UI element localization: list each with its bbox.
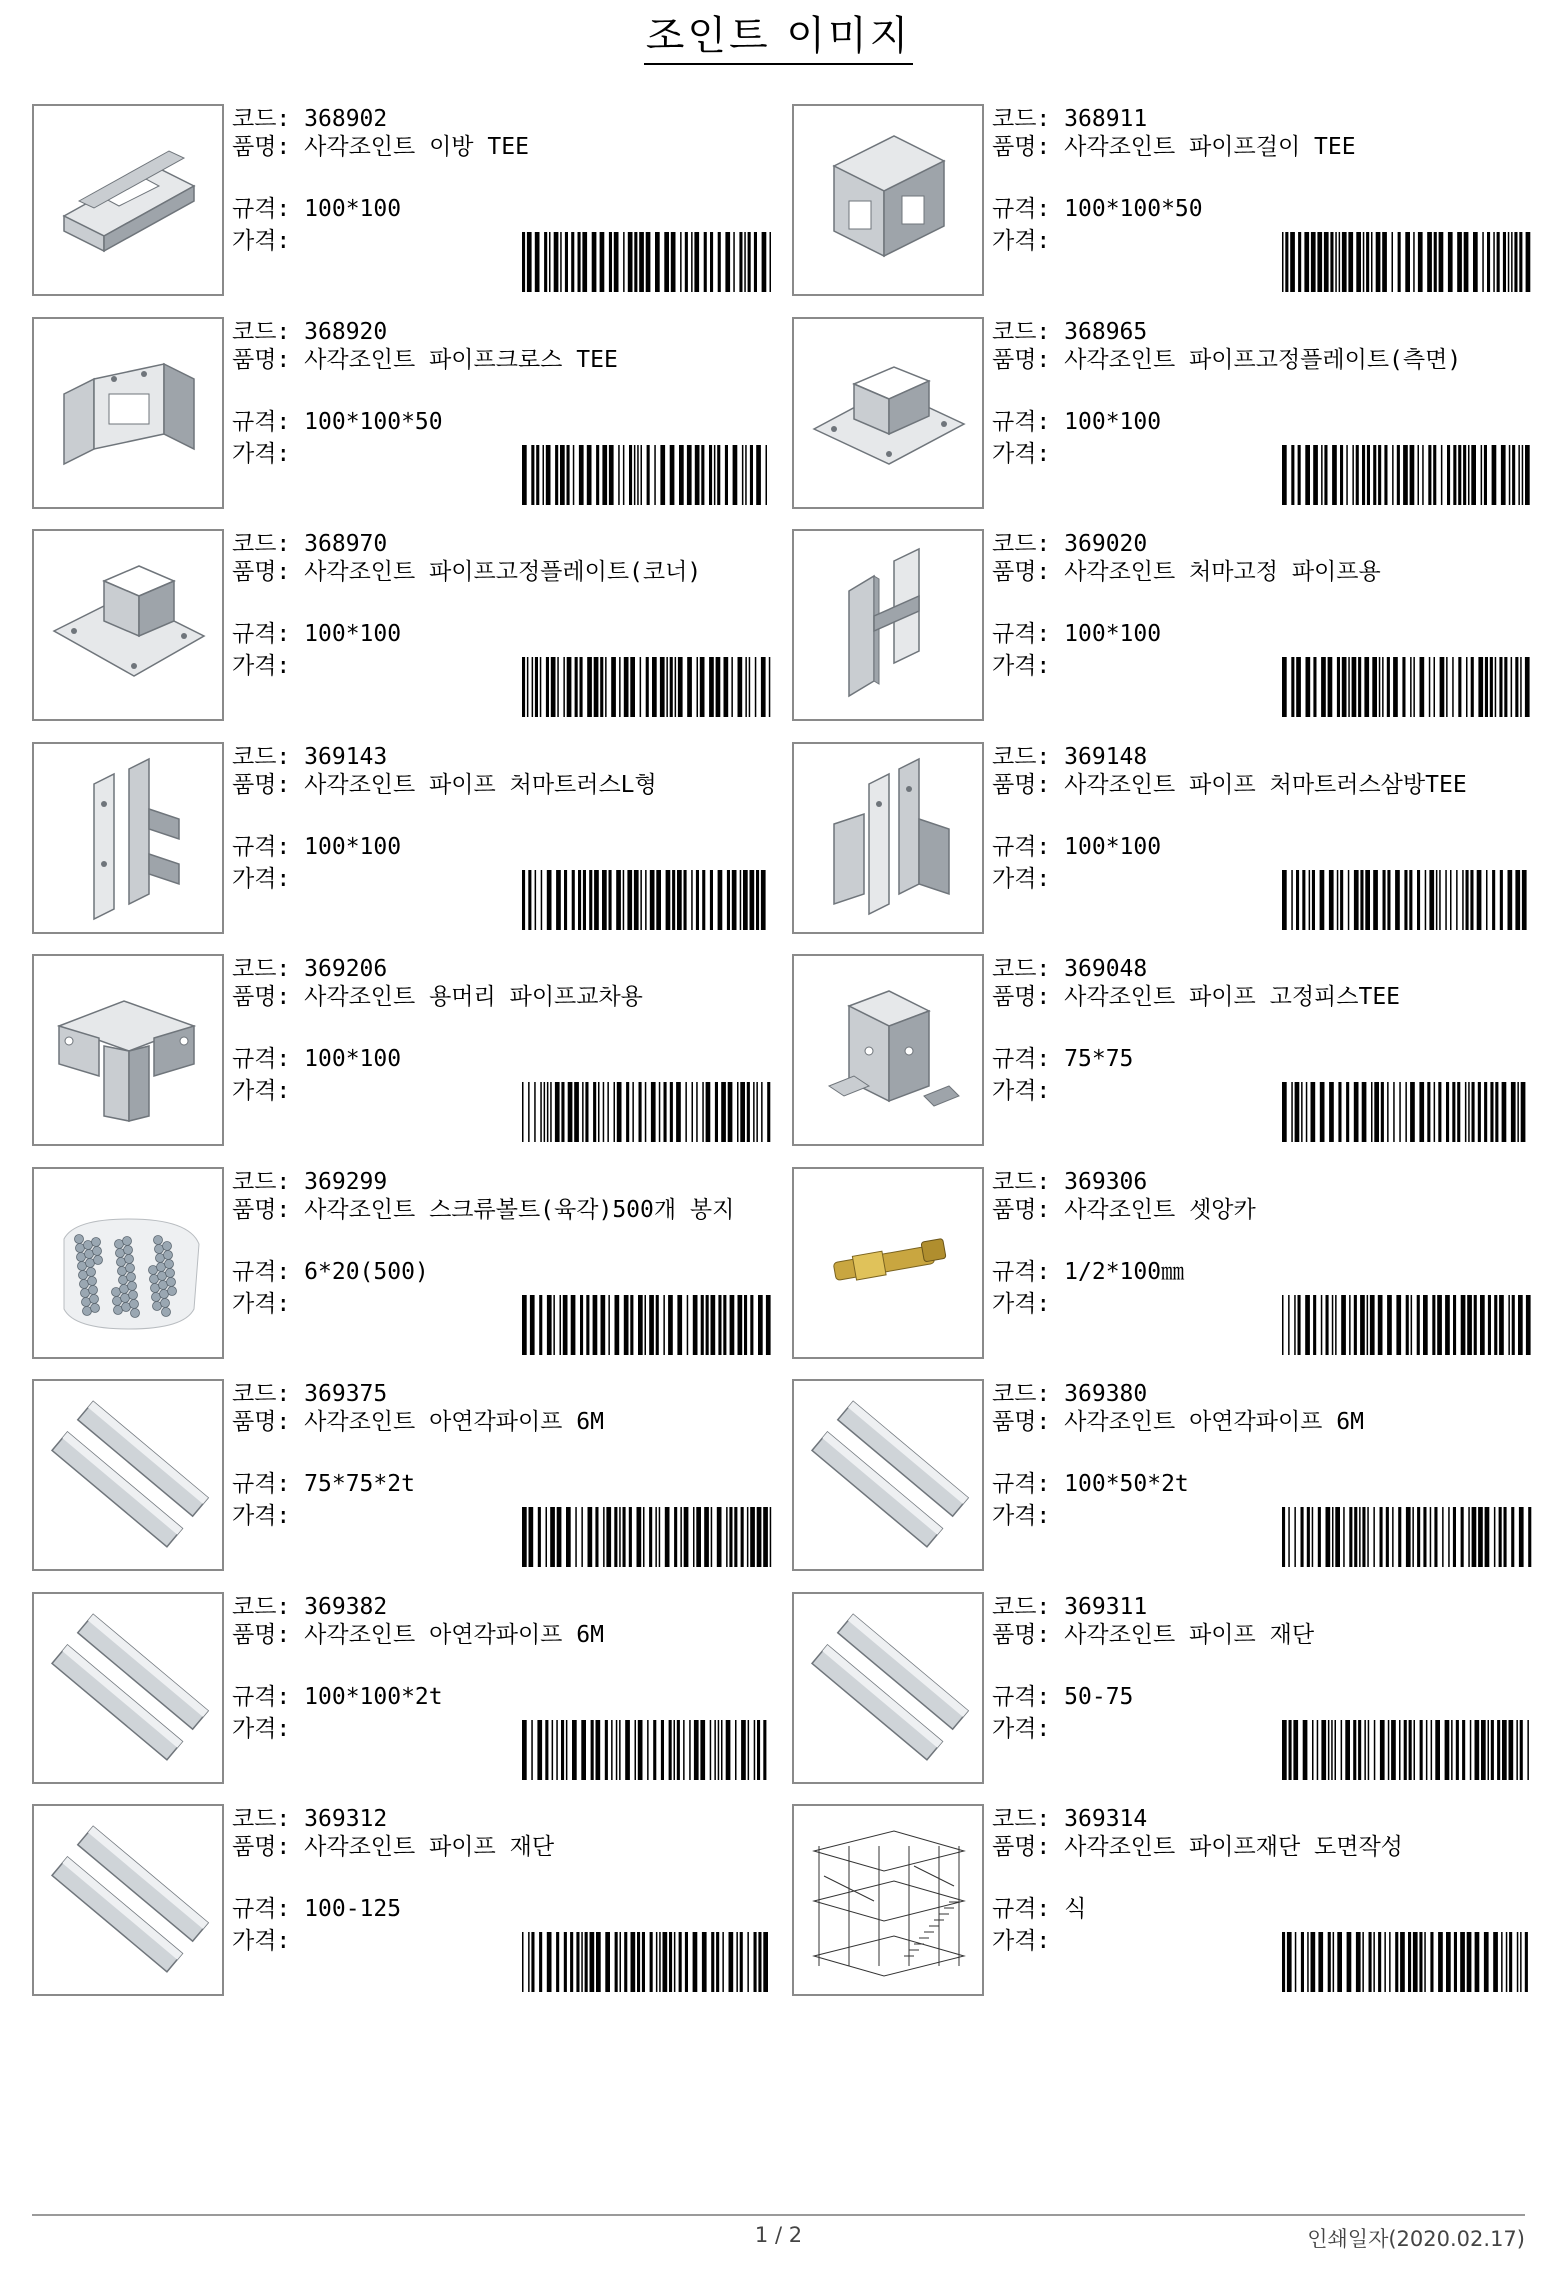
code-label: 코드: <box>992 956 1051 982</box>
code-value: 369311 <box>1064 1593 1148 1620</box>
name-label: 품명: <box>232 1834 291 1860</box>
product-name <box>992 1197 1532 1223</box>
product-image <box>32 954 224 1146</box>
name-label: 품명: <box>992 1409 1051 1435</box>
code-label: 코드: <box>992 1806 1051 1832</box>
product-name <box>992 134 1532 160</box>
product-spec <box>992 1894 1086 1924</box>
product-spec <box>232 1257 429 1287</box>
product-name <box>232 772 772 798</box>
product-code <box>992 529 1147 559</box>
square-pipe-icon <box>794 1594 982 1782</box>
name-label: 품명: <box>232 984 291 1010</box>
code-label: 코드: <box>992 1168 1051 1195</box>
product-code <box>232 742 387 772</box>
name-label: 품명: <box>232 1621 291 1648</box>
barcode <box>1282 445 1532 505</box>
name-value: 사각조인트 아연각파이프 6M <box>1064 1409 1364 1435</box>
code-label: 코드: <box>992 106 1051 132</box>
product-info <box>992 742 1532 934</box>
joint-two-way-tee-icon <box>34 106 222 294</box>
name-label: 품명: <box>992 1196 1051 1223</box>
code-value: 369048 <box>1064 956 1148 982</box>
product-code <box>992 1167 1147 1197</box>
price-label: 가격: <box>232 1928 291 1954</box>
square-pipe-icon <box>34 1806 222 1994</box>
name-value: 사각조인트 파이프고정플레이트(코너) <box>304 559 702 585</box>
product-image <box>792 104 984 296</box>
product-info <box>992 954 1532 1146</box>
square-pipe-icon <box>794 1381 982 1569</box>
spec-label: 규격: <box>232 1683 291 1710</box>
spec-value: 100*100 <box>304 196 402 222</box>
product-card-369311 <box>792 1592 1532 1784</box>
name-value: 사각조인트 용머리 파이프교차용 <box>304 984 643 1010</box>
name-label: 품명: <box>992 134 1051 160</box>
price-label: 가격: <box>232 440 291 467</box>
spec-label: 규격: <box>232 621 291 647</box>
code-label: 코드: <box>232 318 291 345</box>
name-label: 품명: <box>232 1196 291 1223</box>
product-info <box>232 529 772 721</box>
name-value: 사각조인트 파이프 처마트러스삼방TEE <box>1064 771 1467 798</box>
spec-value: 100*100*50 <box>1064 196 1203 222</box>
product-info <box>992 1804 1532 1996</box>
product-name <box>232 1622 772 1648</box>
barcode <box>522 1720 772 1780</box>
product-info <box>992 1379 1532 1571</box>
product-image <box>792 529 984 721</box>
joint-eave-truss-three-way-icon <box>794 744 982 932</box>
name-value: 사각조인트 처마고정 파이프용 <box>1064 559 1381 585</box>
price-label: 가격: <box>992 1503 1051 1529</box>
spec-label: 규격: <box>992 621 1051 647</box>
page-number: 1 / 2 <box>754 2223 803 2247</box>
name-label: 품명: <box>232 771 291 798</box>
product-spec <box>232 619 401 649</box>
product-spec <box>232 194 401 224</box>
product-price <box>232 864 290 894</box>
product-name <box>992 559 1532 585</box>
product-card-369306 <box>792 1167 1532 1359</box>
name-label: 품명: <box>232 1409 291 1435</box>
code-label: 코드: <box>232 531 291 557</box>
code-label: 코드: <box>232 106 291 132</box>
code-value: 369314 <box>1064 1806 1148 1832</box>
name-value: 사각조인트 아연각파이프 6M <box>304 1409 604 1435</box>
price-label: 가격: <box>992 1928 1051 1954</box>
spec-value: 100*100 <box>1064 621 1162 647</box>
product-spec <box>232 1469 415 1499</box>
product-card-369382 <box>32 1592 772 1784</box>
barcode <box>522 1507 772 1567</box>
product-card-369048 <box>792 954 1532 1146</box>
product-code <box>992 1592 1147 1622</box>
product-price <box>992 864 1050 894</box>
name-value: 사각조인트 파이프 재단 <box>1064 1621 1315 1648</box>
product-code <box>992 1379 1147 1409</box>
product-card-369148 <box>792 742 1532 934</box>
code-value: 368902 <box>304 106 388 132</box>
code-value: 369306 <box>1064 1168 1148 1195</box>
product-info <box>992 1592 1532 1784</box>
name-label: 품명: <box>992 1621 1051 1648</box>
code-label: 코드: <box>232 1168 291 1195</box>
price-label: 가격: <box>992 653 1051 679</box>
spec-label: 규격: <box>992 833 1051 860</box>
product-name <box>992 347 1532 373</box>
code-label: 코드: <box>992 743 1051 770</box>
product-info <box>232 1379 772 1571</box>
barcode <box>1282 232 1532 292</box>
product-info <box>232 1804 772 1996</box>
price-label: 가격: <box>992 440 1051 467</box>
product-image <box>792 1379 984 1571</box>
product-code <box>992 954 1147 984</box>
spec-label: 규격: <box>992 408 1051 435</box>
product-info <box>992 317 1532 509</box>
name-value: 사각조인트 파이프 처마트러스L형 <box>304 771 657 798</box>
spec-label: 규격: <box>992 1683 1051 1710</box>
product-card-369299 <box>32 1167 772 1359</box>
code-label: 코드: <box>992 531 1051 557</box>
joint-eave-bracket-icon <box>794 531 982 719</box>
barcode <box>522 870 772 930</box>
barcode <box>1282 657 1532 717</box>
barcode <box>1282 1720 1532 1780</box>
spec-value: 100*100 <box>304 1046 402 1072</box>
name-label: 품명: <box>992 1834 1051 1860</box>
product-price <box>992 1501 1050 1531</box>
product-info <box>232 1167 772 1359</box>
product-info <box>232 1592 772 1784</box>
product-price <box>232 1289 290 1319</box>
code-label: 코드: <box>232 1593 291 1620</box>
product-price <box>232 226 290 256</box>
product-code <box>232 1804 387 1834</box>
spec-value: 75*75 <box>1064 1046 1134 1072</box>
name-label: 품명: <box>992 771 1051 798</box>
price-label: 가격: <box>232 1715 291 1742</box>
spec-value: 100*100 <box>304 833 402 860</box>
name-label: 품명: <box>232 346 291 373</box>
spec-value: 75*75*2t <box>304 1471 415 1497</box>
price-label: 가격: <box>232 653 291 679</box>
product-image <box>32 1167 224 1359</box>
product-image <box>792 1804 984 1996</box>
product-info <box>232 742 772 934</box>
name-label: 품명: <box>232 134 291 160</box>
product-spec <box>992 194 1203 224</box>
price-label: 가격: <box>232 1503 291 1529</box>
barcode <box>522 445 772 505</box>
spec-value: 1/2*100㎜ <box>1064 1258 1185 1285</box>
barcode <box>522 657 772 717</box>
name-label: 품명: <box>992 984 1051 1010</box>
name-value: 사각조인트 셋앙카 <box>1064 1196 1256 1223</box>
spec-value: 100*100*2t <box>304 1683 443 1710</box>
page-title: 조인트 이미지 <box>0 16 1557 56</box>
product-code <box>232 954 387 984</box>
name-value: 사각조인트 파이프고정플레이트(측면) <box>1064 346 1462 373</box>
product-card-368965 <box>792 317 1532 509</box>
barcode <box>1282 1507 1532 1567</box>
product-image <box>792 317 984 509</box>
product-spec <box>232 1682 443 1712</box>
product-price <box>992 1714 1050 1744</box>
product-image <box>792 742 984 934</box>
spec-label: 규격: <box>232 1258 291 1285</box>
joint-eave-truss-l-icon <box>34 744 222 932</box>
square-pipe-icon <box>34 1381 222 1569</box>
product-image <box>32 529 224 721</box>
product-spec <box>992 1044 1133 1074</box>
code-value: 369375 <box>304 1381 388 1407</box>
product-price <box>232 1501 290 1531</box>
price-label: 가격: <box>232 1078 291 1104</box>
product-name <box>232 1409 772 1435</box>
anchor-bolt-icon <box>794 1169 982 1357</box>
code-value: 368965 <box>1064 318 1148 345</box>
spec-label: 규격: <box>992 1258 1051 1285</box>
product-image <box>32 1379 224 1571</box>
product-info <box>992 104 1532 296</box>
spec-value: 100*100 <box>1064 408 1162 435</box>
product-card-369314 <box>792 1804 1532 1996</box>
price-label: 가격: <box>992 1715 1051 1742</box>
code-label: 코드: <box>992 1381 1051 1407</box>
product-card-369206 <box>32 954 772 1146</box>
product-price <box>992 439 1050 469</box>
product-price <box>232 439 290 469</box>
product-info <box>232 317 772 509</box>
print-date: 인쇄일자(2020.02.17) <box>1307 2227 1525 2251</box>
product-code <box>232 1379 387 1409</box>
joint-pipe-hanger-tee-icon <box>794 106 982 294</box>
spec-label: 규격: <box>992 1046 1051 1072</box>
product-code <box>232 1592 387 1622</box>
spec-value: 6*20(500) <box>304 1258 429 1285</box>
barcode <box>1282 1295 1532 1355</box>
product-info <box>232 954 772 1146</box>
spec-label: 규격: <box>232 408 291 435</box>
product-image <box>32 1804 224 1996</box>
joint-base-plate-side-icon <box>794 319 982 507</box>
code-value: 368911 <box>1064 106 1148 132</box>
product-name <box>232 1197 772 1223</box>
code-value: 369143 <box>304 743 388 770</box>
spec-label: 규격: <box>992 1471 1051 1497</box>
code-label: 코드: <box>992 318 1051 345</box>
screw-bolt-bag-icon <box>34 1169 222 1357</box>
product-info <box>992 1167 1532 1359</box>
product-code <box>232 317 387 347</box>
price-label: 가격: <box>992 1078 1051 1104</box>
product-name <box>232 984 772 1010</box>
code-value: 369299 <box>304 1168 388 1195</box>
name-value: 사각조인트 파이프 재단 <box>304 1834 555 1860</box>
square-pipe-icon <box>34 1594 222 1782</box>
joint-fixing-piece-tee-icon <box>794 956 982 1144</box>
product-card-369375 <box>32 1379 772 1571</box>
spec-label: 규격: <box>232 833 291 860</box>
structure-drawing-icon <box>794 1806 982 1994</box>
barcode <box>1282 870 1532 930</box>
product-card-369143 <box>32 742 772 934</box>
product-spec <box>232 832 401 862</box>
price-label: 가격: <box>992 865 1051 892</box>
barcode <box>522 1082 772 1142</box>
product-name <box>992 772 1532 798</box>
spec-value: 100*50*2t <box>1064 1471 1189 1497</box>
product-card-368970 <box>32 529 772 721</box>
price-label: 가격: <box>232 865 291 892</box>
product-code <box>992 742 1147 772</box>
spec-label: 규격: <box>232 196 291 222</box>
name-value: 사각조인트 파이프크로스 TEE <box>304 346 618 373</box>
spec-label: 규격: <box>232 1046 291 1072</box>
product-spec <box>992 1257 1184 1287</box>
product-image <box>32 742 224 934</box>
spec-label: 규격: <box>232 1896 291 1922</box>
name-value: 사각조인트 스크류볼트(육각)500개 봉지 <box>304 1196 735 1223</box>
product-code <box>232 1167 387 1197</box>
spec-value: 100*100*50 <box>304 408 443 435</box>
product-name <box>232 559 772 585</box>
name-value: 사각조인트 파이프재단 도면작성 <box>1064 1834 1403 1860</box>
footer-divider <box>32 2214 1525 2216</box>
joint-ridge-cross-icon <box>34 956 222 1144</box>
product-name <box>232 134 772 160</box>
product-card-369380 <box>792 1379 1532 1571</box>
code-value: 369206 <box>304 956 388 982</box>
product-name <box>232 1834 772 1860</box>
spec-value: 식 <box>1064 1896 1087 1922</box>
name-label: 품명: <box>992 346 1051 373</box>
product-spec <box>992 619 1161 649</box>
name-value: 사각조인트 파이프걸이 TEE <box>1064 134 1356 160</box>
product-image <box>32 317 224 509</box>
barcode <box>522 1295 772 1355</box>
product-code <box>992 317 1147 347</box>
product-price <box>992 1926 1050 1956</box>
code-label: 코드: <box>992 1593 1051 1620</box>
product-spec <box>232 1044 401 1074</box>
product-card-368920 <box>32 317 772 509</box>
product-image <box>792 1167 984 1359</box>
code-value: 368920 <box>304 318 388 345</box>
name-value: 사각조인트 아연각파이프 6M <box>304 1621 604 1648</box>
spec-value: 100*100 <box>304 621 402 647</box>
price-label: 가격: <box>232 1290 291 1317</box>
code-label: 코드: <box>232 1381 291 1407</box>
product-card-368902 <box>32 104 772 296</box>
product-name <box>992 1622 1532 1648</box>
code-label: 코드: <box>232 743 291 770</box>
product-name <box>992 1834 1532 1860</box>
name-value: 사각조인트 이방 TEE <box>304 134 529 160</box>
product-price <box>232 651 290 681</box>
code-value: 369380 <box>1064 1381 1148 1407</box>
product-code <box>992 1804 1147 1834</box>
code-value: 369312 <box>304 1806 388 1832</box>
code-value: 369020 <box>1064 531 1148 557</box>
product-card-368911 <box>792 104 1532 296</box>
product-image <box>32 104 224 296</box>
spec-value: 50-75 <box>1064 1683 1134 1710</box>
name-label: 품명: <box>232 559 291 585</box>
spec-label: 규격: <box>992 196 1051 222</box>
price-label: 가격: <box>992 228 1051 254</box>
product-spec <box>992 1469 1189 1499</box>
joint-base-plate-corner-icon <box>34 531 222 719</box>
product-price <box>232 1926 290 1956</box>
product-price <box>232 1076 290 1106</box>
product-info <box>232 104 772 296</box>
product-image <box>792 1592 984 1784</box>
product-price <box>992 1289 1050 1319</box>
name-label: 품명: <box>992 559 1051 585</box>
code-value: 368970 <box>304 531 388 557</box>
product-code <box>232 104 387 134</box>
joint-pipe-cross-tee-icon <box>34 319 222 507</box>
price-label: 가격: <box>992 1290 1051 1317</box>
product-spec <box>232 407 443 437</box>
barcode <box>1282 1932 1532 1992</box>
product-name <box>232 347 772 373</box>
barcode <box>522 1932 772 1992</box>
product-price <box>992 1076 1050 1106</box>
barcode <box>1282 1082 1532 1142</box>
product-code <box>992 104 1147 134</box>
code-label: 코드: <box>232 1806 291 1832</box>
product-price <box>232 1714 290 1744</box>
spec-label: 규격: <box>232 1471 291 1497</box>
product-code <box>232 529 387 559</box>
product-image <box>32 1592 224 1784</box>
product-info <box>992 529 1532 721</box>
product-price <box>992 226 1050 256</box>
spec-value: 100-125 <box>304 1896 402 1922</box>
name-value: 사각조인트 파이프 고정피스TEE <box>1064 984 1401 1010</box>
code-label: 코드: <box>232 956 291 982</box>
spec-value: 100*100 <box>1064 833 1162 860</box>
code-value: 369148 <box>1064 743 1148 770</box>
product-image <box>792 954 984 1146</box>
product-spec <box>992 832 1161 862</box>
spec-label: 규격: <box>992 1896 1051 1922</box>
product-name <box>992 984 1532 1010</box>
product-card-369312 <box>32 1804 772 1996</box>
product-card-369020 <box>792 529 1532 721</box>
product-name <box>992 1409 1532 1435</box>
product-spec <box>992 1682 1133 1712</box>
product-price <box>992 651 1050 681</box>
price-label: 가격: <box>232 228 291 254</box>
code-value: 369382 <box>304 1593 388 1620</box>
product-spec <box>232 1894 401 1924</box>
barcode <box>522 232 772 292</box>
product-spec <box>992 407 1161 437</box>
